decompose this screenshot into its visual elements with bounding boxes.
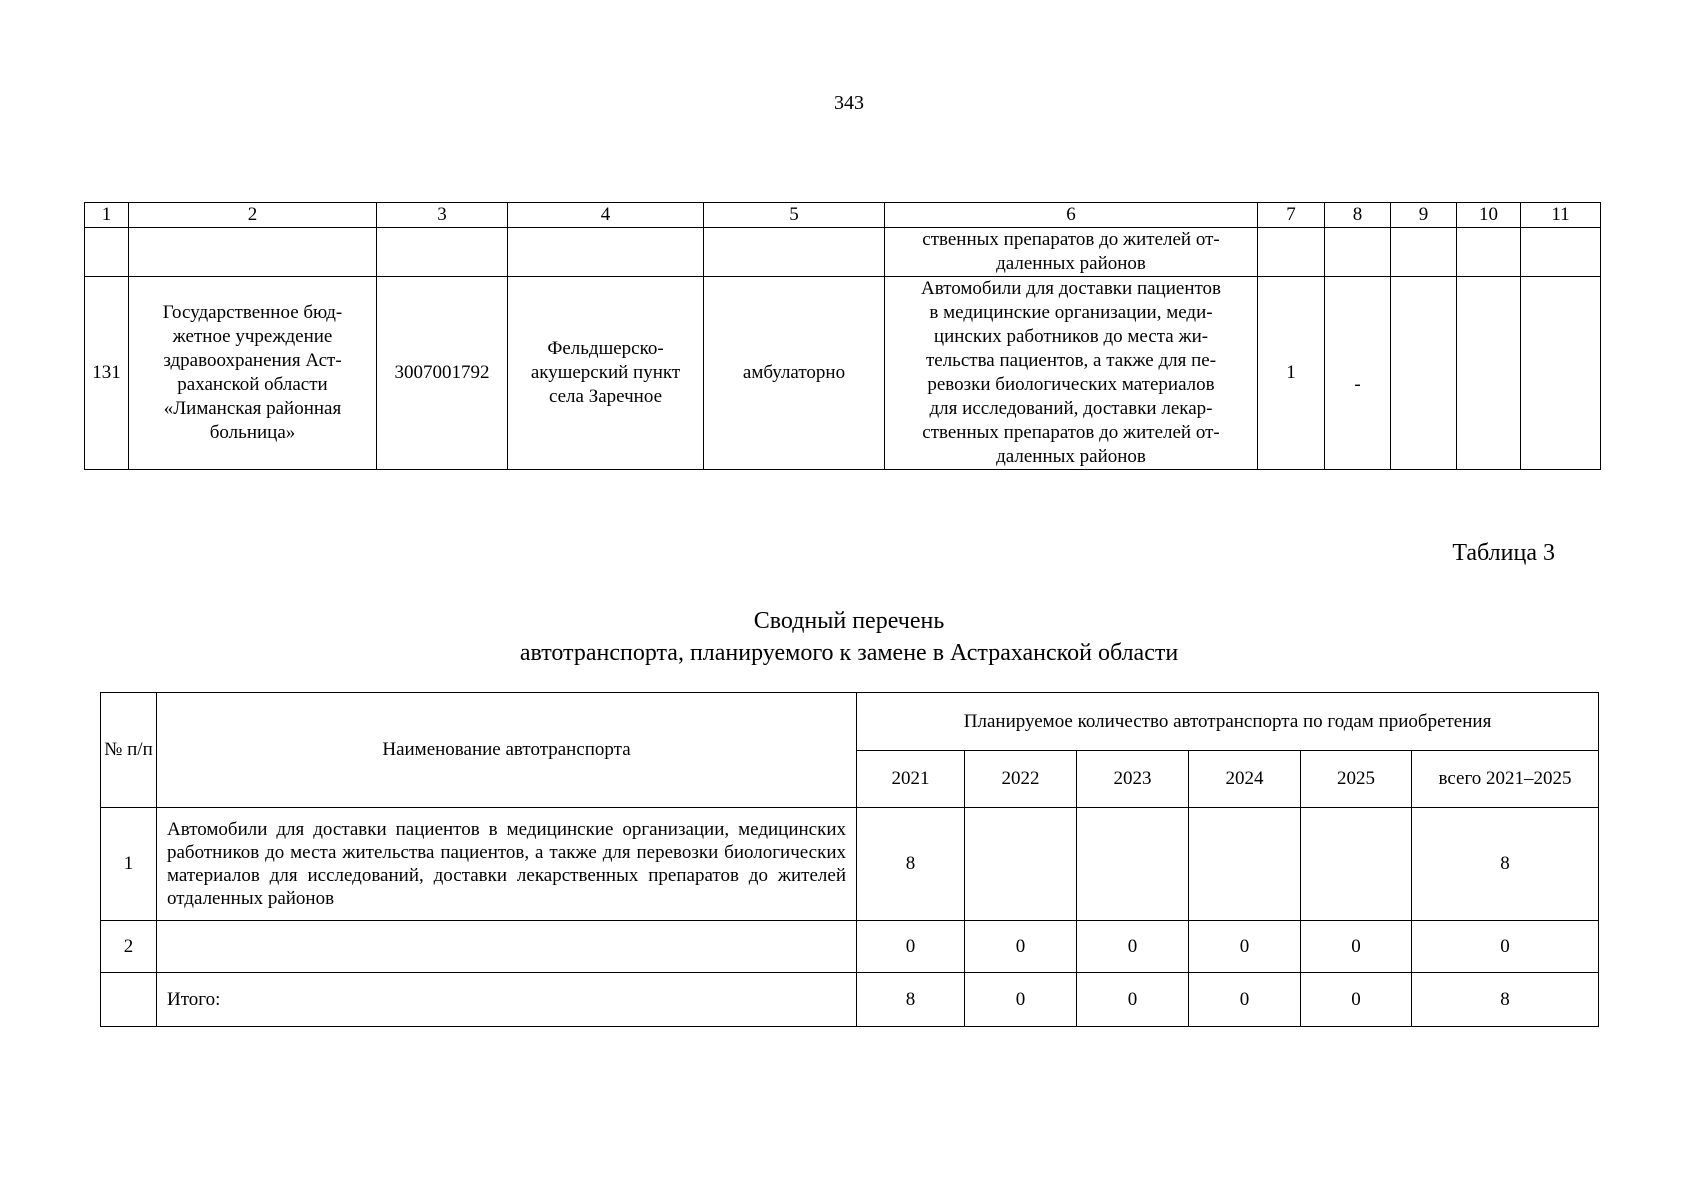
value-cell: 0: [1189, 921, 1301, 973]
column-number-row: [85, 203, 1601, 228]
summary-table: [100, 692, 1599, 1027]
col8-value: -: [1325, 277, 1391, 470]
column-header-number: № п/п: [101, 693, 157, 808]
value-cell: 0: [1412, 921, 1599, 973]
column-number: 6: [885, 203, 1258, 228]
year-header: 2023: [1077, 751, 1189, 808]
unit-name: Фельдшерско- акушерский пункт села Заречное: [508, 277, 704, 470]
column-number: 9: [1391, 203, 1457, 228]
column-number: 2: [129, 203, 377, 228]
col7-value: 1: [1258, 277, 1325, 470]
value-cell: 0: [965, 921, 1077, 973]
value-cell: [1189, 808, 1301, 921]
total-value: 8: [857, 973, 965, 1027]
col10-value: [1457, 277, 1521, 470]
total-value: 8: [1412, 973, 1599, 1027]
column-number: 10: [1457, 203, 1521, 228]
total-value: 0: [1189, 973, 1301, 1027]
total-row: [101, 973, 1599, 1027]
row-number: 1: [101, 808, 157, 921]
row-number: 2: [101, 921, 157, 973]
page-number: 343: [834, 92, 864, 114]
year-header: 2021: [857, 751, 965, 808]
value-cell: [965, 808, 1077, 921]
inn-cell: 3007001792: [377, 277, 508, 470]
value-cell: [1301, 808, 1412, 921]
column-number: 3: [377, 203, 508, 228]
column-number: 4: [508, 203, 704, 228]
equipment-table-continuation: [84, 202, 1601, 470]
total-value: 0: [1077, 973, 1189, 1027]
column-number: 7: [1258, 203, 1325, 228]
table-title: Сводный перечень автотранспорта, планируемого к замене в Астраханской области: [519, 608, 1179, 666]
table-label: Таблица 3: [1452, 540, 1555, 566]
value-cell: 8: [857, 808, 965, 921]
table-row: [101, 921, 1599, 973]
care-form: амбулаторно: [704, 277, 885, 470]
column-header-group: Планируемое количество автотранспорта по годам приобретения: [857, 693, 1599, 751]
column-number: 1: [85, 203, 129, 228]
value-cell: 0: [1077, 921, 1189, 973]
column-number: 11: [1521, 203, 1601, 228]
value-cell: [1077, 808, 1189, 921]
table-row: [85, 277, 1601, 470]
vehicle-name: Автомобили для доставки пациентов в медицинские организации, медицинских работников до места жительства пациентов, а также для перевозки биологических материалов для исследований, доставки лекарственных препаратов до жителей отдаленных районов: [157, 808, 857, 921]
vehicle-purpose: Автомобили для доставки пациентов в медицинские организации, меди- цинских работников до места жи- тельства пациентов, а также для пе- ревозки биологических материалов для исследований, доставки лекар- ственных препаратов до жителей от- даленных районов: [885, 277, 1258, 470]
institution-name: Государственное бюд- жетное учреждение здравоохранения Аст- раханской области «Лиманская районная больница»: [129, 277, 377, 470]
year-header: всего 2021–2025: [1412, 751, 1599, 808]
value-cell: 0: [857, 921, 965, 973]
col9-value: [1391, 277, 1457, 470]
total-label: Итого:: [157, 973, 857, 1027]
total-value: 0: [965, 973, 1077, 1027]
year-header: 2025: [1301, 751, 1412, 808]
year-header: 2024: [1189, 751, 1301, 808]
column-number: 8: [1325, 203, 1391, 228]
header-row: [101, 693, 1599, 751]
row-number: 131: [85, 277, 129, 470]
col11-value: [1521, 277, 1601, 470]
total-value: 0: [1301, 973, 1412, 1027]
table-row: [101, 808, 1599, 921]
year-header: 2022: [965, 751, 1077, 808]
value-cell: 8: [1412, 808, 1599, 921]
column-header-name: Наименование автотранспорта: [157, 693, 857, 808]
continued-purpose-text: ственных препаратов до жителей от- даленных районов: [885, 228, 1258, 277]
column-number: 5: [704, 203, 885, 228]
continuation-row: [85, 228, 1601, 277]
vehicle-name: [157, 921, 857, 973]
value-cell: 0: [1301, 921, 1412, 973]
